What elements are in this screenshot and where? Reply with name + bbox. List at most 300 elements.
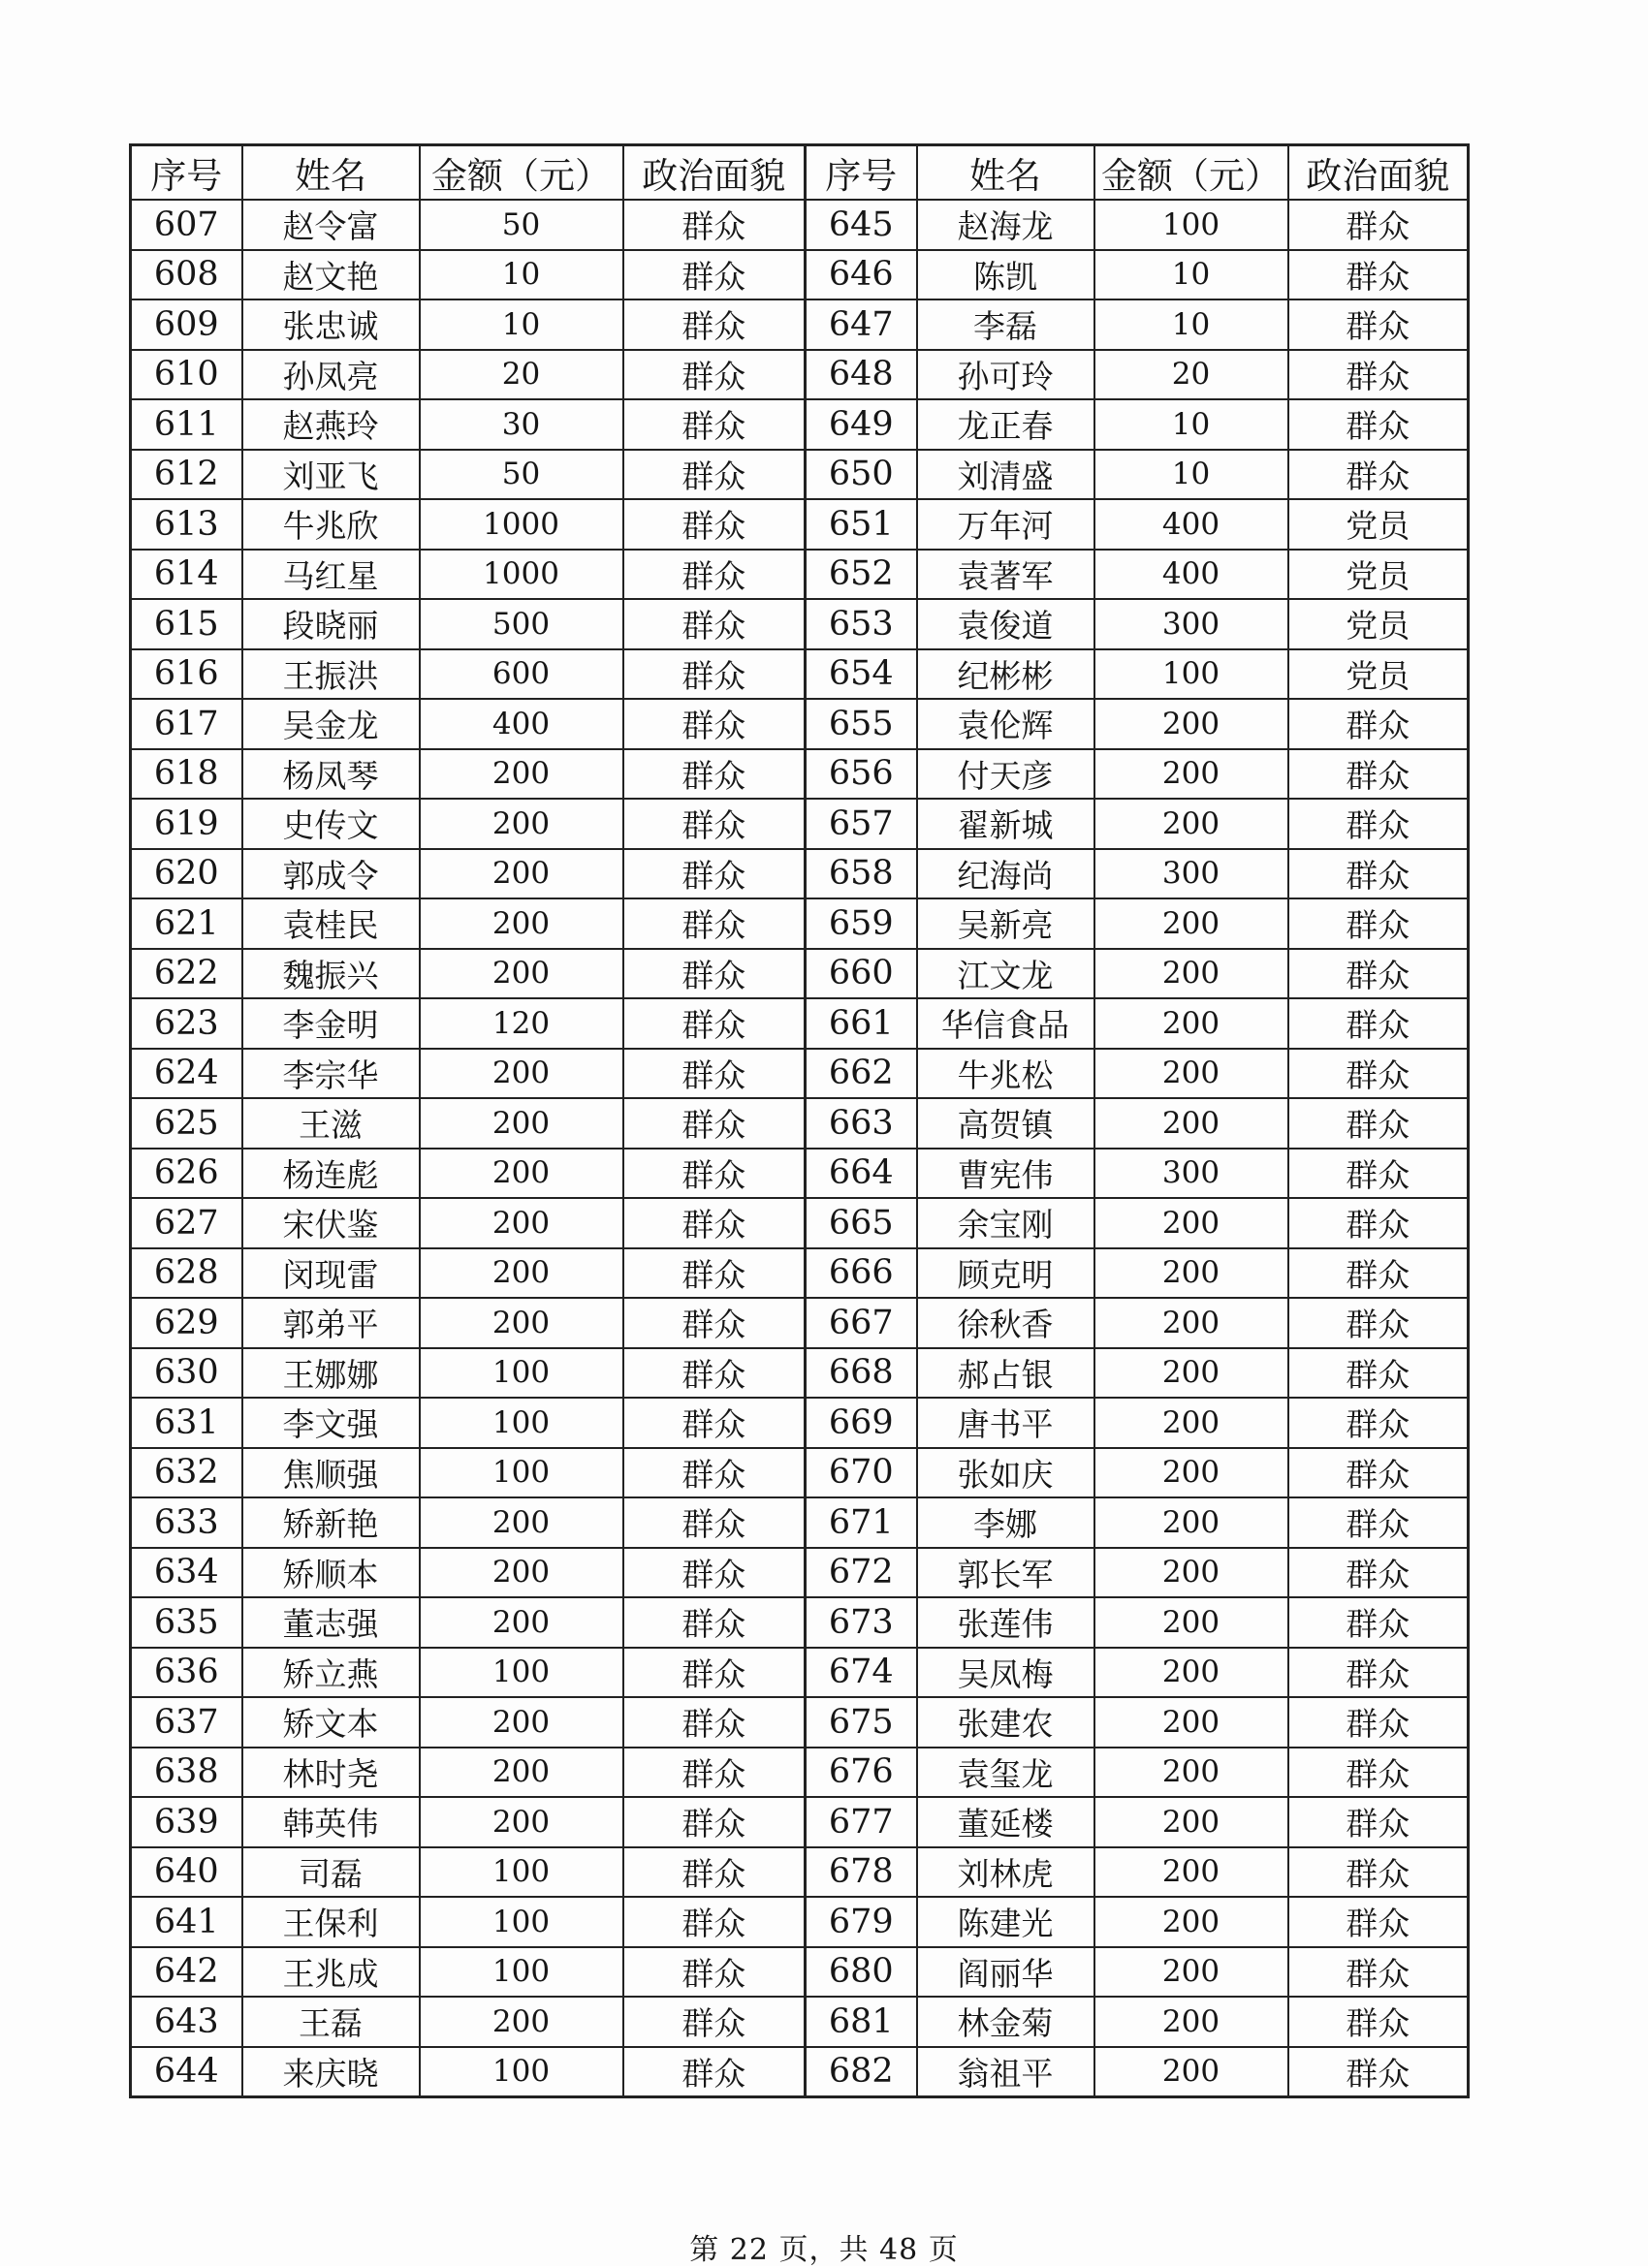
cell-name-left: 郭成令 [242, 849, 420, 899]
cell-amount-right: 200 [1094, 799, 1288, 849]
cell-name-left: 董志强 [242, 1597, 420, 1648]
cell-status-left: 群众 [623, 1797, 806, 1847]
cell-status-right: 群众 [1288, 699, 1469, 749]
cell-name-right: 华信食品 [917, 998, 1094, 1049]
cell-name-right: 郭长军 [917, 1548, 1094, 1598]
cell-seq-left: 626 [131, 1149, 242, 1199]
cell-status-left: 群众 [623, 1348, 806, 1399]
table-body [131, 200, 1469, 2097]
cell-seq-right: 655 [806, 699, 917, 749]
cell-seq-right: 680 [806, 1947, 917, 1998]
header-amount-left: 金额（元） [420, 145, 623, 201]
cell-seq-left: 634 [131, 1548, 242, 1598]
cell-amount-left: 200 [420, 949, 623, 999]
cell-seq-left: 632 [131, 1448, 242, 1498]
cell-amount-left: 200 [420, 1497, 623, 1548]
header-seq-right: 序号 [806, 145, 917, 201]
cell-seq-left: 612 [131, 450, 242, 500]
cell-status-right: 群众 [1288, 1797, 1469, 1847]
cell-amount-left: 200 [420, 1697, 623, 1748]
table-row [131, 1248, 1469, 1299]
cell-seq-left: 636 [131, 1648, 242, 1698]
cell-name-right: 高贺镇 [917, 1098, 1094, 1149]
cell-status-right: 党员 [1288, 550, 1469, 600]
cell-amount-left: 600 [420, 649, 623, 700]
cell-status-left: 群众 [623, 1697, 806, 1748]
table-row [131, 1748, 1469, 1798]
cell-seq-right: 658 [806, 849, 917, 899]
header-name-right: 姓名 [917, 145, 1094, 201]
cell-amount-left: 200 [420, 1797, 623, 1847]
cell-name-left: 张忠诚 [242, 299, 420, 350]
cell-name-left: 王保利 [242, 1897, 420, 1947]
cell-status-right: 群众 [1288, 1997, 1469, 2047]
cell-name-left: 郭弟平 [242, 1298, 420, 1348]
header-status-right: 政治面貌 [1288, 145, 1469, 201]
cell-status-right: 群众 [1288, 1049, 1469, 1099]
cell-seq-right: 659 [806, 898, 917, 949]
cell-amount-right: 200 [1094, 1997, 1288, 2047]
cell-seq-left: 633 [131, 1497, 242, 1548]
cell-amount-left: 100 [420, 1398, 623, 1448]
cell-amount-left: 50 [420, 450, 623, 500]
cell-name-left: 李宗华 [242, 1049, 420, 1099]
cell-name-left: 史传文 [242, 799, 420, 849]
cell-status-left: 群众 [623, 1448, 806, 1498]
cell-name-right: 阎丽华 [917, 1947, 1094, 1998]
cell-amount-right: 200 [1094, 1748, 1288, 1798]
cell-amount-right: 200 [1094, 2047, 1288, 2097]
cell-status-left: 群众 [623, 1597, 806, 1648]
cell-seq-right: 654 [806, 649, 917, 700]
cell-status-left: 群众 [623, 849, 806, 899]
cell-status-right: 群众 [1288, 299, 1469, 350]
cell-name-left: 闵现雷 [242, 1248, 420, 1299]
header-name-left: 姓名 [242, 145, 420, 201]
cell-amount-left: 200 [420, 1098, 623, 1149]
table-row [131, 1049, 1469, 1099]
cell-seq-left: 627 [131, 1198, 242, 1248]
cell-amount-right: 200 [1094, 1497, 1288, 1548]
cell-amount-left: 1000 [420, 499, 623, 550]
cell-seq-right: 649 [806, 399, 917, 450]
cell-amount-left: 200 [420, 1748, 623, 1798]
cell-status-left: 群众 [623, 200, 806, 250]
cell-status-left: 群众 [623, 898, 806, 949]
cell-seq-right: 666 [806, 1248, 917, 1299]
cell-status-right: 群众 [1288, 1897, 1469, 1947]
cell-amount-right: 200 [1094, 898, 1288, 949]
cell-seq-left: 644 [131, 2047, 242, 2097]
table-row [131, 550, 1469, 600]
cell-amount-right: 200 [1094, 998, 1288, 1049]
cell-amount-right: 200 [1094, 749, 1288, 800]
cell-status-left: 群众 [623, 1497, 806, 1548]
cell-status-right: 群众 [1288, 998, 1469, 1049]
cell-name-right: 张建农 [917, 1697, 1094, 1748]
cell-name-right: 徐秋香 [917, 1298, 1094, 1348]
header-seq-left: 序号 [131, 145, 242, 201]
cell-amount-right: 200 [1094, 1697, 1288, 1748]
cell-status-right: 党员 [1288, 649, 1469, 700]
cell-amount-right: 10 [1094, 299, 1288, 350]
cell-amount-right: 200 [1094, 949, 1288, 999]
cell-seq-right: 678 [806, 1847, 917, 1898]
cell-seq-right: 647 [806, 299, 917, 350]
cell-amount-right: 10 [1094, 399, 1288, 450]
cell-name-left: 杨凤琴 [242, 749, 420, 800]
cell-seq-right: 661 [806, 998, 917, 1049]
table-row [131, 450, 1469, 500]
cell-amount-right: 200 [1094, 1648, 1288, 1698]
cell-name-left: 韩英伟 [242, 1797, 420, 1847]
cell-seq-right: 665 [806, 1198, 917, 1248]
cell-status-right: 群众 [1288, 1248, 1469, 1299]
cell-amount-left: 200 [420, 749, 623, 800]
table-row [131, 200, 1469, 250]
cell-amount-left: 100 [420, 2047, 623, 2097]
cell-status-left: 群众 [623, 1248, 806, 1299]
cell-seq-left: 639 [131, 1797, 242, 1847]
cell-name-left: 矫立燕 [242, 1648, 420, 1698]
cell-status-right: 群众 [1288, 1149, 1469, 1199]
cell-amount-right: 200 [1094, 1049, 1288, 1099]
cell-status-right: 群众 [1288, 350, 1469, 400]
cell-status-left: 群众 [623, 299, 806, 350]
cell-status-right: 群众 [1288, 1497, 1469, 1548]
cell-status-right: 群众 [1288, 849, 1469, 899]
cell-amount-right: 200 [1094, 1597, 1288, 1648]
cell-seq-left: 641 [131, 1897, 242, 1947]
cell-amount-right: 200 [1094, 1847, 1288, 1898]
cell-seq-right: 674 [806, 1648, 917, 1698]
cell-seq-left: 643 [131, 1997, 242, 2047]
cell-amount-left: 200 [420, 1149, 623, 1199]
table-row [131, 1697, 1469, 1748]
cell-name-left: 李金明 [242, 998, 420, 1049]
cell-amount-right: 200 [1094, 1897, 1288, 1947]
cell-seq-right: 676 [806, 1748, 917, 1798]
cell-status-left: 群众 [623, 649, 806, 700]
cell-amount-left: 200 [420, 1248, 623, 1299]
cell-amount-right: 10 [1094, 250, 1288, 300]
cell-name-right: 牛兆松 [917, 1049, 1094, 1099]
cell-seq-left: 613 [131, 499, 242, 550]
cell-seq-right: 682 [806, 2047, 917, 2097]
table-row [131, 399, 1469, 450]
cell-name-right: 李磊 [917, 299, 1094, 350]
cell-seq-right: 667 [806, 1298, 917, 1348]
cell-amount-right: 400 [1094, 499, 1288, 550]
cell-amount-left: 200 [420, 1597, 623, 1648]
cell-amount-right: 300 [1094, 599, 1288, 649]
cell-status-right: 群众 [1288, 898, 1469, 949]
table-row [131, 1398, 1469, 1448]
cell-seq-left: 609 [131, 299, 242, 350]
cell-seq-left: 620 [131, 849, 242, 899]
cell-seq-right: 657 [806, 799, 917, 849]
cell-seq-left: 610 [131, 350, 242, 400]
cell-seq-left: 622 [131, 949, 242, 999]
cell-name-left: 马红星 [242, 550, 420, 600]
cell-seq-left: 623 [131, 998, 242, 1049]
cell-seq-right: 670 [806, 1448, 917, 1498]
cell-seq-right: 673 [806, 1597, 917, 1648]
cell-status-left: 群众 [623, 1548, 806, 1598]
cell-name-right: 翁祖平 [917, 2047, 1094, 2097]
cell-amount-right: 200 [1094, 1797, 1288, 1847]
table-row [131, 1597, 1469, 1648]
cell-name-right: 陈凯 [917, 250, 1094, 300]
cell-amount-left: 200 [420, 1198, 623, 1248]
cell-amount-left: 1000 [420, 550, 623, 600]
cell-seq-right: 672 [806, 1548, 917, 1598]
cell-amount-right: 300 [1094, 849, 1288, 899]
cell-name-left: 段晓丽 [242, 599, 420, 649]
cell-amount-left: 200 [420, 1049, 623, 1099]
cell-name-left: 矫新艳 [242, 1497, 420, 1548]
table-row [131, 998, 1469, 1049]
cell-status-left: 群众 [623, 1298, 806, 1348]
cell-status-left: 群众 [623, 1648, 806, 1698]
cell-name-right: 唐书平 [917, 1398, 1094, 1448]
cell-name-right: 吴新亮 [917, 898, 1094, 949]
cell-status-left: 群众 [623, 1098, 806, 1149]
cell-amount-left: 200 [420, 1548, 623, 1598]
table-row [131, 2047, 1469, 2097]
cell-name-right: 陈建光 [917, 1897, 1094, 1947]
cell-name-right: 李娜 [917, 1497, 1094, 1548]
table-row [131, 499, 1469, 550]
cell-amount-right: 200 [1094, 1198, 1288, 1248]
cell-amount-right: 200 [1094, 1298, 1288, 1348]
cell-name-right: 余宝刚 [917, 1198, 1094, 1248]
cell-status-left: 群众 [623, 550, 806, 600]
cell-name-right: 张莲伟 [917, 1597, 1094, 1648]
cell-seq-left: 607 [131, 200, 242, 250]
cell-name-right: 龙正春 [917, 399, 1094, 450]
cell-name-right: 翟新城 [917, 799, 1094, 849]
cell-seq-right: 651 [806, 499, 917, 550]
cell-seq-right: 663 [806, 1098, 917, 1149]
cell-status-right: 群众 [1288, 1398, 1469, 1448]
cell-status-left: 群众 [623, 350, 806, 400]
cell-seq-right: 677 [806, 1797, 917, 1847]
cell-status-left: 群众 [623, 699, 806, 749]
cell-amount-left: 120 [420, 998, 623, 1049]
cell-seq-right: 671 [806, 1497, 917, 1548]
cell-status-left: 群众 [623, 1897, 806, 1947]
cell-seq-left: 631 [131, 1398, 242, 1448]
cell-name-left: 王磊 [242, 1997, 420, 2047]
cell-status-right: 群众 [1288, 949, 1469, 999]
cell-status-right: 群众 [1288, 1448, 1469, 1498]
cell-amount-left: 100 [420, 1348, 623, 1399]
cell-seq-left: 615 [131, 599, 242, 649]
cell-amount-left: 20 [420, 350, 623, 400]
cell-status-left: 群众 [623, 1947, 806, 1998]
cell-amount-left: 200 [420, 799, 623, 849]
cell-status-right: 群众 [1288, 200, 1469, 250]
cell-name-left: 林时尧 [242, 1748, 420, 1798]
cell-name-left: 王兆成 [242, 1947, 420, 1998]
table-row [131, 250, 1469, 300]
cell-name-left: 吴金龙 [242, 699, 420, 749]
cell-amount-left: 200 [420, 898, 623, 949]
cell-name-left: 孙凤亮 [242, 350, 420, 400]
cell-status-right: 群众 [1288, 450, 1469, 500]
cell-seq-left: 629 [131, 1298, 242, 1348]
cell-amount-left: 200 [420, 849, 623, 899]
cell-seq-left: 640 [131, 1847, 242, 1898]
table-row [131, 1448, 1469, 1498]
cell-amount-left: 50 [420, 200, 623, 250]
cell-seq-left: 628 [131, 1248, 242, 1299]
cell-seq-right: 681 [806, 1997, 917, 2047]
cell-amount-right: 200 [1094, 1098, 1288, 1149]
cell-amount-right: 200 [1094, 1398, 1288, 1448]
cell-name-right: 郝占银 [917, 1348, 1094, 1399]
cell-name-right: 董延楼 [917, 1797, 1094, 1847]
cell-seq-right: 669 [806, 1398, 917, 1448]
table-row [131, 1997, 1469, 2047]
cell-name-right: 赵海龙 [917, 200, 1094, 250]
header-amount-right: 金额（元） [1094, 145, 1288, 201]
cell-seq-left: 619 [131, 799, 242, 849]
cell-amount-right: 100 [1094, 649, 1288, 700]
cell-name-right: 林金菊 [917, 1997, 1094, 2047]
cell-amount-left: 100 [420, 1897, 623, 1947]
table-row [131, 1149, 1469, 1199]
table-row [131, 299, 1469, 350]
cell-amount-right: 400 [1094, 550, 1288, 600]
cell-status-right: 党员 [1288, 599, 1469, 649]
cell-status-right: 群众 [1288, 799, 1469, 849]
cell-name-right: 纪彬彬 [917, 649, 1094, 700]
cell-status-left: 群众 [623, 1149, 806, 1199]
table-header-row [131, 145, 1469, 201]
cell-amount-left: 100 [420, 1448, 623, 1498]
cell-name-right: 孙可玲 [917, 350, 1094, 400]
cell-status-right: 群众 [1288, 1697, 1469, 1748]
cell-name-right: 付天彦 [917, 749, 1094, 800]
cell-status-left: 群众 [623, 1198, 806, 1248]
cell-status-left: 群众 [623, 1049, 806, 1099]
cell-seq-left: 638 [131, 1748, 242, 1798]
cell-status-right: 群众 [1288, 250, 1469, 300]
cell-name-right: 曹宪伟 [917, 1149, 1094, 1199]
cell-seq-left: 614 [131, 550, 242, 600]
cell-status-right: 群众 [1288, 1298, 1469, 1348]
cell-amount-left: 10 [420, 250, 623, 300]
cell-name-left: 矫顺本 [242, 1548, 420, 1598]
table-row [131, 1947, 1469, 1998]
cell-status-left: 群众 [623, 949, 806, 999]
page-number: 第 22 页，共 48 页 [689, 2233, 959, 2267]
cell-name-right: 万年河 [917, 499, 1094, 550]
cell-name-right: 刘林虎 [917, 1847, 1094, 1898]
cell-seq-right: 662 [806, 1049, 917, 1099]
table-row [131, 1348, 1469, 1399]
cell-amount-left: 200 [420, 1997, 623, 2047]
cell-amount-left: 400 [420, 699, 623, 749]
cell-status-right: 群众 [1288, 1748, 1469, 1798]
cell-seq-right: 648 [806, 350, 917, 400]
cell-seq-right: 653 [806, 599, 917, 649]
cell-status-left: 群众 [623, 1847, 806, 1898]
cell-seq-left: 637 [131, 1697, 242, 1748]
cell-status-right: 群众 [1288, 1548, 1469, 1598]
cell-name-left: 王滋 [242, 1098, 420, 1149]
cell-status-left: 群众 [623, 399, 806, 450]
cell-name-right: 刘清盛 [917, 450, 1094, 500]
cell-amount-right: 100 [1094, 200, 1288, 250]
cell-amount-right: 200 [1094, 699, 1288, 749]
cell-seq-left: 616 [131, 649, 242, 700]
cell-seq-left: 617 [131, 699, 242, 749]
cell-seq-right: 668 [806, 1348, 917, 1399]
cell-name-right: 纪海尚 [917, 849, 1094, 899]
cell-name-right: 吴凤梅 [917, 1648, 1094, 1698]
cell-amount-right: 200 [1094, 1348, 1288, 1399]
cell-amount-right: 20 [1094, 350, 1288, 400]
table-row [131, 1897, 1469, 1947]
table-row [131, 1548, 1469, 1598]
cell-seq-right: 645 [806, 200, 917, 250]
cell-status-left: 群众 [623, 998, 806, 1049]
cell-amount-left: 500 [420, 599, 623, 649]
table-row [131, 1797, 1469, 1847]
cell-name-right: 江文龙 [917, 949, 1094, 999]
cell-seq-right: 675 [806, 1697, 917, 1748]
table-row [131, 949, 1469, 999]
cell-name-right: 袁著军 [917, 550, 1094, 600]
table-row [131, 749, 1469, 800]
cell-status-left: 群众 [623, 499, 806, 550]
cell-seq-left: 621 [131, 898, 242, 949]
cell-status-right: 群众 [1288, 1847, 1469, 1898]
cell-name-right: 袁俊道 [917, 599, 1094, 649]
table-row [131, 599, 1469, 649]
cell-name-left: 赵燕玲 [242, 399, 420, 450]
cell-seq-left: 608 [131, 250, 242, 300]
cell-seq-left: 642 [131, 1947, 242, 1998]
cell-status-left: 群众 [623, 749, 806, 800]
table-row [131, 1298, 1469, 1348]
cell-name-left: 李文强 [242, 1398, 420, 1448]
cell-status-left: 群众 [623, 799, 806, 849]
cell-status-right: 党员 [1288, 499, 1469, 550]
cell-status-right: 群众 [1288, 749, 1469, 800]
cell-name-left: 牛兆欣 [242, 499, 420, 550]
table-row [131, 1497, 1469, 1548]
cell-amount-right: 200 [1094, 1947, 1288, 1998]
cell-status-right: 群众 [1288, 1648, 1469, 1698]
header-status-left: 政治面貌 [623, 145, 806, 201]
table-row [131, 1648, 1469, 1698]
cell-status-right: 群众 [1288, 2047, 1469, 2097]
cell-amount-left: 30 [420, 399, 623, 450]
cell-amount-left: 10 [420, 299, 623, 350]
cell-name-left: 赵令富 [242, 200, 420, 250]
cell-name-left: 宋伏鉴 [242, 1198, 420, 1248]
cell-status-left: 群众 [623, 450, 806, 500]
cell-amount-right: 10 [1094, 450, 1288, 500]
cell-seq-left: 618 [131, 749, 242, 800]
cell-name-left: 袁桂民 [242, 898, 420, 949]
cell-name-right: 张如庆 [917, 1448, 1094, 1498]
cell-seq-left: 624 [131, 1049, 242, 1099]
